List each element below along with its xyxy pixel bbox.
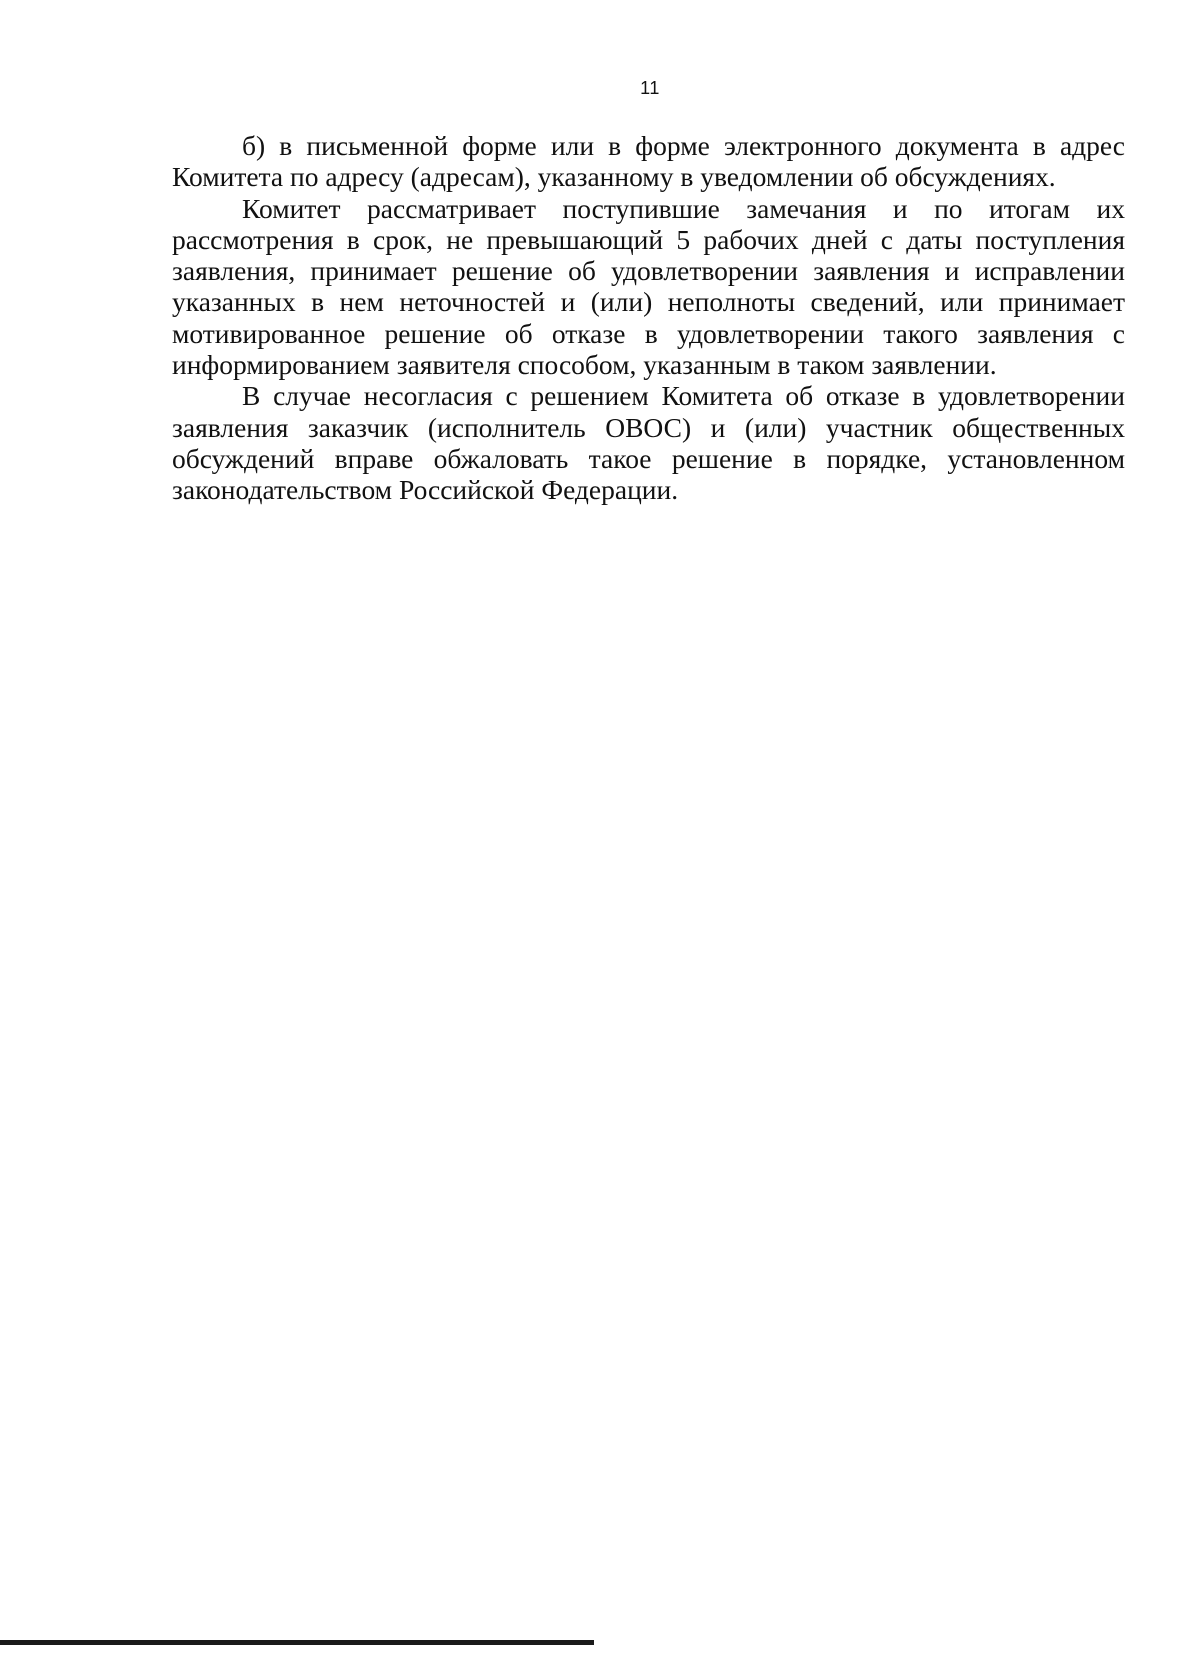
document-body — [172, 130, 1125, 506]
paragraph-appeal: В случае несогласия с решением Комитета об отказе в удовлетворении заявления заказчик (исполнитель ОВОС) и (или) участник общественных обсуждений вправе обжаловать такое решение в порядке, установленном законодательством Российской Федерации. — [172, 380, 1125, 506]
scan-edge-line — [0, 1640, 594, 1645]
page-number: 11 — [640, 78, 660, 98]
paragraph-submission-method: б) в письменной форме или в форме электронного документа в адрес Комитета по адресу (адресам), указанному в уведомлении об обсуждениях. — [172, 130, 1125, 193]
paragraph-committee-review: Комитет рассматривает поступившие замечания и по итогам их рассмотрения в срок, не превышающий 5 рабочих дней с даты поступления заявления, принимает решение об удовлетворении заявления и исправлении указанных в нем неточностей и (или) неполноты сведений, или принимает мотивированное решение об отказе в удовлетворении такого заявления с информированием заявителя способом, указанным в таком заявлении. — [172, 192, 1125, 381]
